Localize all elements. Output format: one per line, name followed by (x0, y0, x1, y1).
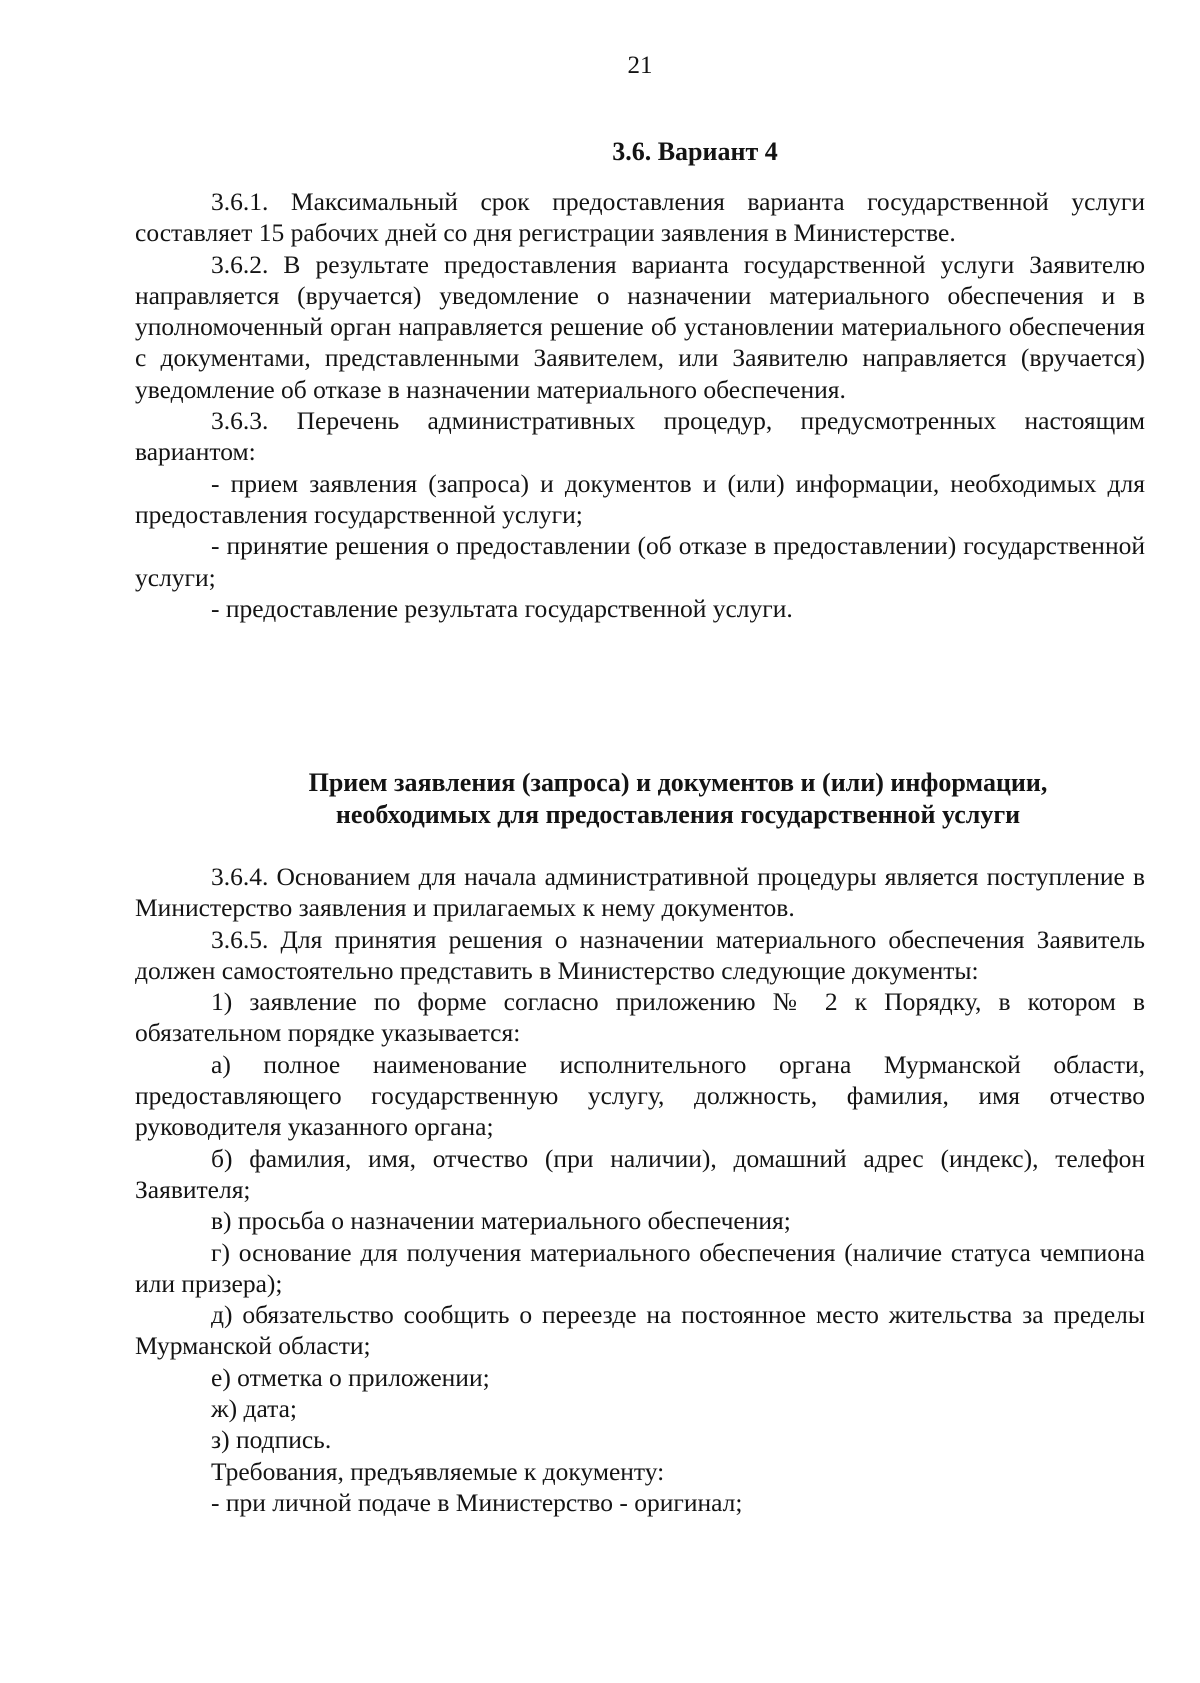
paragraph-3-6-1: 3.6.1. Максимальный срок предоставления варианта государственной услуги составляет 15 рабочих дней со дня регистрации заявления в Министерстве. (135, 187, 1145, 248)
text-block-top (135, 186, 1145, 624)
list-item-b: б) фамилия, имя, отчество (при наличии), домашний адрес (индекс), телефон Заявителя; (135, 1143, 1145, 1204)
text-block-bottom (135, 861, 1145, 1518)
list-item-procedure-1: - прием заявления (запроса) и документов и (или) информации, необходимых для предоставления государственной услуги; (135, 468, 1145, 529)
list-item-v: в) просьба о назначении материального обеспечения; (211, 1206, 791, 1236)
list-item-a: а) полное наименование исполнительного органа Мурманской области, предоставляющего государственную услугу, должность, фамилия, имя отчество руководителя указанного органа; (135, 1049, 1145, 1142)
requirement-item-original: - при личной подаче в Министерство - оригинал; (211, 1487, 743, 1517)
paragraph-3-6-5: 3.6.5. Для принятия решения о назначении материального обеспечения Заявитель должен самостоятельно представить в Министерство следующие документы: (135, 924, 1145, 985)
paragraph-3-6-4: 3.6.4. Основанием для начала административной процедуры является поступление в Министерство заявления и прилагаемых к нему документов. (135, 862, 1145, 923)
requirements-heading: Требования, предъявляемые к документу: (211, 1456, 665, 1486)
section-heading: 3.6. Вариант 4 (612, 137, 778, 166)
paragraph-3-6-2: 3.6.2. В результате предоставления варианта государственной услуги Заявителю направляется (вручается) уведомление о назначении материального обеспечения и в уполномоченный орган направляется решение об установлении материального обеспечения с документами, представленными Заявителем, или Заявителю направляется (вручается) уведомление об отказе в назначении материального обеспечения. (135, 249, 1145, 404)
list-item-g: г) основание для получения материального обеспечения (наличие статуса чемпиона или призера); (135, 1237, 1145, 1298)
list-item-zh: ж) дата; (211, 1394, 297, 1424)
subsection-heading (78, 767, 1200, 831)
subsection-heading-line-1: Прием заявления (запроса) и документов и (или) информации, (308, 768, 1048, 797)
list-item-z: з) подпись. (211, 1425, 332, 1455)
list-item-e: е) отметка о приложении; (211, 1362, 490, 1392)
paragraph-3-6-3: 3.6.3. Перечень административных процедур, предусмотренных настоящим вариантом: (135, 406, 1145, 467)
list-item-d: д) обязательство сообщить о переезде на постоянное место жительства за пределы Мурманской области; (135, 1300, 1145, 1361)
subsection-heading-line-2: необходимых для предоставления государственной услуги (335, 800, 1021, 829)
list-item-procedure-2: - принятие решения о предоставлении (об отказе в предоставлении) государственной услуги; (135, 531, 1145, 592)
list-item-1: 1) заявление по форме согласно приложению № 2 к Порядку, в котором в обязательном порядке указывается: (135, 987, 1145, 1048)
page-number: 21 (627, 52, 653, 79)
list-item-procedure-3: - предоставление результата государственной услуги. (211, 593, 793, 623)
